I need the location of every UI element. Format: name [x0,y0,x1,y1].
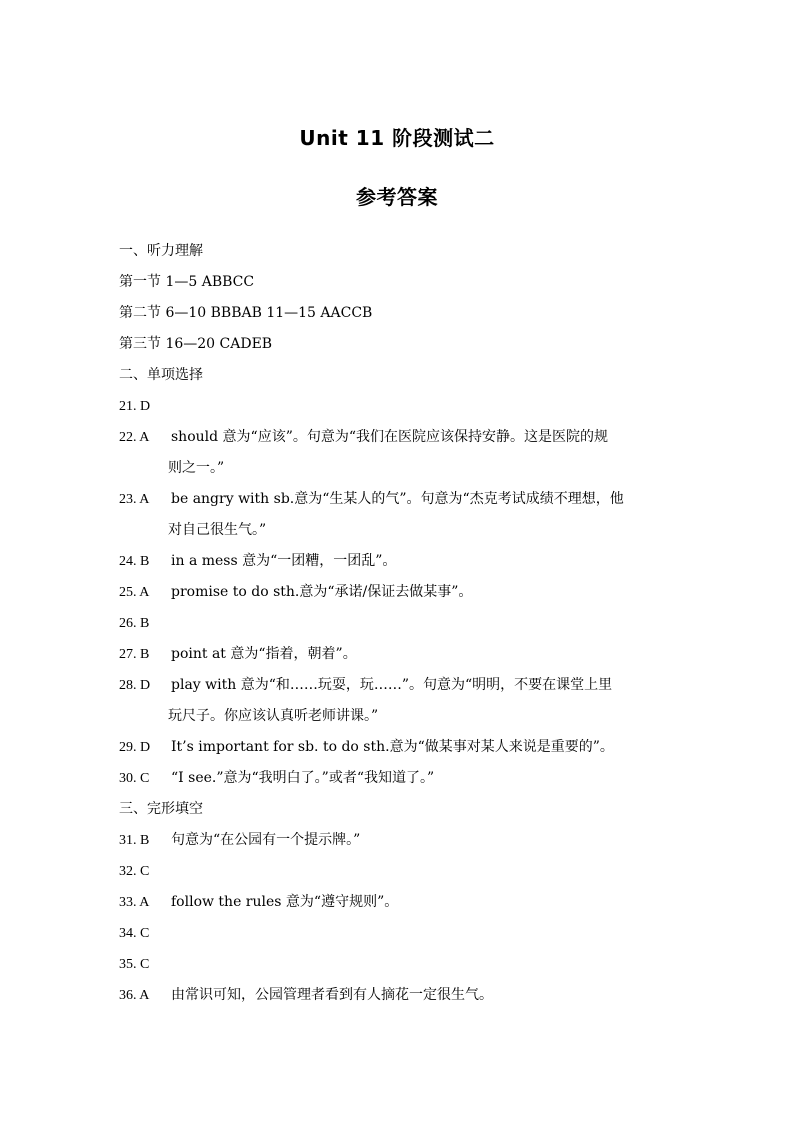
answer-number: 30. C [119,771,150,786]
answer-item [119,484,679,546]
answer-item [119,732,679,763]
answer-item [119,422,679,484]
answer-explanation-continued: 对自己很生气。” [168,522,267,538]
answer-item [119,763,679,794]
cloze-list [119,825,679,1011]
answer-item [119,949,679,980]
answer-explanation [171,949,679,980]
answer-explanation: play with 意为“和……玩耍，玩……”。句意为“明明，不要在课堂上里 [171,677,613,693]
answer-explanation [171,391,679,422]
answer-explanation: should 意为“应该”。句意为“我们在医院应该保持安静。这是医院的规 [171,429,609,445]
answer-explanation: promise to do sth.意为“承诺/保证去做某事”。 [171,584,473,600]
answer-number: 21. D [119,399,151,414]
answer-item [119,608,679,639]
answer-explanation-continued: 玩尺子。你应该认真听老师讲课。” [168,708,379,724]
answer-item [119,918,679,949]
answer-number: 29. D [119,740,151,755]
answer-number: 27. B [119,647,150,662]
section-heading-single-choice: 二、单项选择 [119,367,203,383]
section-heading-listening: 一、听力理解 [119,243,203,259]
answer-number: 31. B [119,833,150,848]
answer-explanation: It’s important for sb. to do sth.意为“做某事对某人来说是重要的”。 [171,739,614,755]
answer-explanation: 句意为“在公园有一个提示牌。” [171,832,361,848]
answer-body [119,236,679,1011]
answer-explanation: point at 意为“指着，朝着”。 [171,646,357,662]
answer-number: 36. A [119,988,150,1003]
answer-number: 24. B [119,554,150,569]
answer-number: 23. A [119,492,150,507]
answer-explanation-continued: 则之一。” [168,460,225,476]
answer-item [119,391,679,422]
answer-number: 26. B [119,616,150,631]
document-title: Unit 11 阶段测试二 [299,126,495,150]
section-heading-cloze: 三、完形填空 [119,801,203,817]
listening-part-1: 第一节 1—5 ABBCC [119,274,255,290]
answer-number: 25. A [119,585,150,600]
answer-number: 34. C [119,926,150,941]
answer-item [119,825,679,856]
answer-number: 33. A [119,895,150,910]
answer-item [119,887,679,918]
answer-number: 22. A [119,430,150,445]
answer-explanation: be angry with sb.意为“生某人的气”。句意为“杰克考试成绩不理想，他 [171,491,624,507]
answer-explanation: in a mess 意为“一团糟，一团乱”。 [171,553,397,569]
answer-number: 35. C [119,957,150,972]
answer-item [119,856,679,887]
answer-explanation: “I see.”意为“我明白了。”或者“我知道了。” [171,770,435,786]
answer-item [119,546,679,577]
answer-explanation [171,856,679,887]
answer-explanation: 由常识可知，公园管理者看到有人摘花一定很生气。 [171,987,493,1003]
listening-part-2: 第二节 6—10 BBBAB 11—15 AACCB [119,305,373,321]
single-choice-list [119,391,679,794]
answer-item [119,980,679,1011]
answer-explanation [171,918,679,949]
listening-part-3: 第三节 16—20 CADEB [119,336,273,352]
document-subtitle: 参考答案 [356,185,438,209]
answer-item [119,577,679,608]
answer-explanation [171,608,679,639]
answer-number: 28. D [119,678,151,693]
answer-item [119,639,679,670]
answer-explanation: follow the rules 意为“遵守规则”。 [171,894,399,910]
answer-item [119,670,679,732]
answer-number: 32. C [119,864,150,879]
